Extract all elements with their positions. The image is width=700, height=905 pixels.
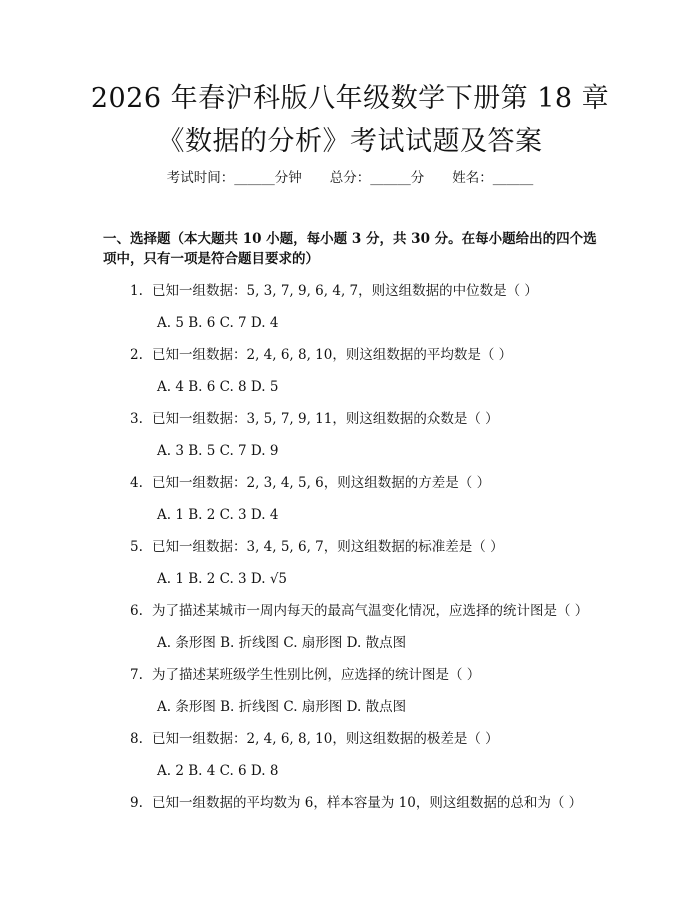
question-number: 9.: [130, 795, 143, 811]
question-number: 4.: [130, 475, 143, 491]
section-heading-line-2: 项中，只有一项是符合题目要求的）: [103, 251, 319, 267]
question-number: 5.: [130, 539, 143, 555]
question-7: [130, 665, 610, 685]
question-text: 为了描述某班级学生性别比例，应选择的统计图是（ ）: [152, 667, 481, 683]
exam-meta-row: [0, 168, 700, 188]
question-4: [130, 473, 610, 493]
question-6: [130, 601, 610, 621]
question-4-options: A. 1 B. 2 C. 3 D. 4: [157, 507, 279, 523]
question-text: 已知一组数据：2, 4, 6, 8, 10，则这组数据的极差是（ ）: [152, 731, 499, 747]
document-title-line-1: 2026 年春沪科版八年级数学下册第 18 章: [90, 83, 610, 114]
question-number: 7.: [130, 667, 143, 683]
question-7-options: A. 条形图 B. 折线图 C. 扇形图 D. 散点图: [157, 699, 407, 715]
question-2-options: A. 4 B. 6 C. 8 D. 5: [157, 379, 279, 395]
student-name-field: 姓名：______: [452, 170, 534, 186]
question-5: [130, 537, 610, 557]
question-number: 1.: [130, 283, 143, 299]
document-title-line-2: 《数据的分析》考试试题及答案: [157, 126, 543, 157]
question-number: 2.: [130, 347, 143, 363]
question-number: 6.: [130, 603, 143, 619]
section-heading-line-1: 一、选择题（本大题共 10 小题，每小题 3 分，共 30 分。在每小题给出的四个选: [103, 231, 597, 247]
question-text: 已知一组数据：5, 3, 7, 9, 6, 4, 7，则这组数据的中位数是（ ）: [152, 283, 538, 299]
question-text: 已知一组数据：3, 5, 7, 9, 11，则这组数据的众数是（ ）: [152, 411, 499, 427]
total-score-field: 总分：______分: [329, 170, 425, 186]
question-3-options: A. 3 B. 5 C. 7 D. 9: [157, 443, 279, 459]
question-8-options: A. 2 B. 4 C. 6 D. 8: [157, 763, 279, 779]
exam-time-field: 考试时间：______分钟: [166, 170, 302, 186]
question-number: 3.: [130, 411, 143, 427]
question-5-options: A. 1 B. 2 C. 3 D. √5: [157, 571, 288, 587]
question-text: 已知一组数据：3, 4, 5, 6, 7，则这组数据的标准差是（ ）: [152, 539, 504, 555]
question-1: [130, 281, 610, 301]
question-3: [130, 409, 610, 429]
question-text: 已知一组数据：2, 4, 6, 8, 10，则这组数据的平均数是（ ）: [152, 347, 513, 363]
question-text: 已知一组数据：2, 3, 4, 5, 6，则这组数据的方差是（ ）: [152, 475, 491, 491]
question-1-options: A. 5 B. 6 C. 7 D. 4: [157, 315, 279, 331]
question-6-options: A. 条形图 B. 折线图 C. 扇形图 D. 散点图: [157, 635, 407, 651]
question-2: [130, 345, 610, 365]
question-9: [130, 793, 610, 813]
question-8: [130, 729, 610, 749]
question-text: 已知一组数据的平均数为 6，样本容量为 10，则这组数据的总和为（ ）: [152, 795, 583, 811]
question-text: 为了描述某城市一周内每天的最高气温变化情况，应选择的统计图是（ ）: [152, 603, 589, 619]
question-number: 8.: [130, 731, 143, 747]
